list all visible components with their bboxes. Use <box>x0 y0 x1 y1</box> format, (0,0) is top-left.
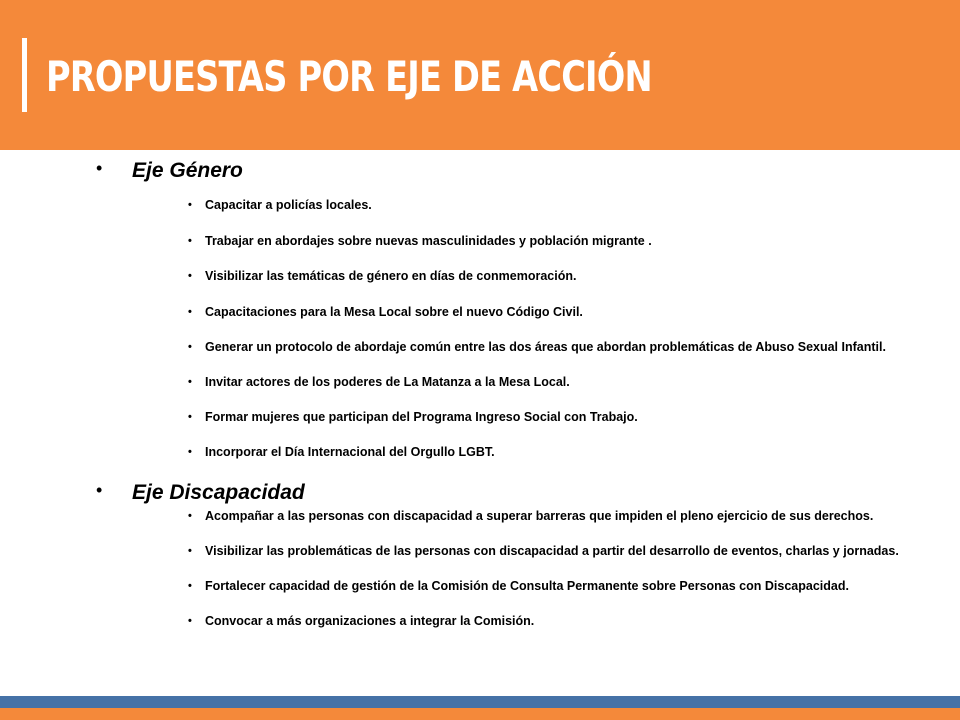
header-banner <box>0 0 960 150</box>
list-item-text: Generar un protocolo de abordaje común entre las dos áreas que abordan problemáticas de Abuso Sexual Infantil. <box>205 340 886 354</box>
list-item <box>0 303 960 321</box>
bullet-icon: • <box>188 306 192 318</box>
list-item <box>0 267 960 285</box>
list-item <box>0 443 960 461</box>
list-item <box>0 577 960 595</box>
list-item-text: Acompañar a las personas con discapacidad a superar barreras que impiden el pleno ejercicio de sus derechos. <box>205 509 874 523</box>
bullet-icon: • <box>188 341 192 353</box>
bullet-list <box>0 196 960 461</box>
section-discapacidad <box>0 474 960 630</box>
header-accent-bar <box>22 38 27 112</box>
list-item <box>0 232 960 250</box>
list-item <box>0 338 960 356</box>
footer-stripe-blue <box>0 696 960 708</box>
list-item <box>0 612 960 630</box>
bullet-icon: • <box>188 235 192 247</box>
list-item-text: Visibilizar las problemáticas de las personas con discapacidad a partir del desarrollo de eventos, charlas y jornadas. <box>205 544 899 558</box>
list-item-text: Fortalecer capacidad de gestión de la Comisión de Consulta Permanente sobre Personas con Discapacidad. <box>205 579 849 593</box>
section-heading <box>0 152 960 190</box>
list-item-text: Visibilizar las temáticas de género en días de conmemoración. <box>205 269 577 283</box>
list-item-text: Convocar a más organizaciones a integrar la Comisión. <box>205 614 535 628</box>
bullet-icon: • <box>188 510 192 522</box>
bullet-icon: • <box>96 480 103 500</box>
bullet-icon: • <box>188 580 192 592</box>
list-item-text: Capacitaciones para la Mesa Local sobre el nuevo Código Civil. <box>205 305 583 319</box>
section-genero <box>0 152 960 461</box>
list-item <box>0 408 960 426</box>
bullet-icon: • <box>188 270 192 282</box>
bullet-icon: • <box>188 199 192 211</box>
bullet-icon: • <box>188 545 192 557</box>
content-area <box>0 150 960 630</box>
bullet-icon: • <box>96 158 103 178</box>
bullet-icon: • <box>188 615 192 627</box>
list-item <box>0 196 960 214</box>
bullet-icon: • <box>188 376 192 388</box>
list-item-text: Trabajar en abordajes sobre nuevas masculinidades y población migrante . <box>205 234 652 248</box>
page-title: PROPUESTAS POR EJE DE ACCIÓN <box>46 52 652 101</box>
footer-stripe-orange <box>0 708 960 720</box>
bullet-icon: • <box>188 411 192 423</box>
list-item-text: Incorporar el Día Internacional del Orgullo LGBT. <box>205 445 495 459</box>
bullet-list <box>0 507 960 630</box>
list-item-text: Formar mujeres que participan del Programa Ingreso Social con Trabajo. <box>205 410 638 424</box>
list-item <box>0 507 960 525</box>
list-item <box>0 373 960 391</box>
list-item-text: Capacitar a policías locales. <box>205 198 372 212</box>
bullet-icon: • <box>188 446 192 458</box>
list-item <box>0 542 960 560</box>
list-item-text: Invitar actores de los poderes de La Matanza a la Mesa Local. <box>205 375 570 389</box>
section-title: Eje Género <box>132 159 243 182</box>
section-title: Eje Discapacidad <box>132 481 305 504</box>
